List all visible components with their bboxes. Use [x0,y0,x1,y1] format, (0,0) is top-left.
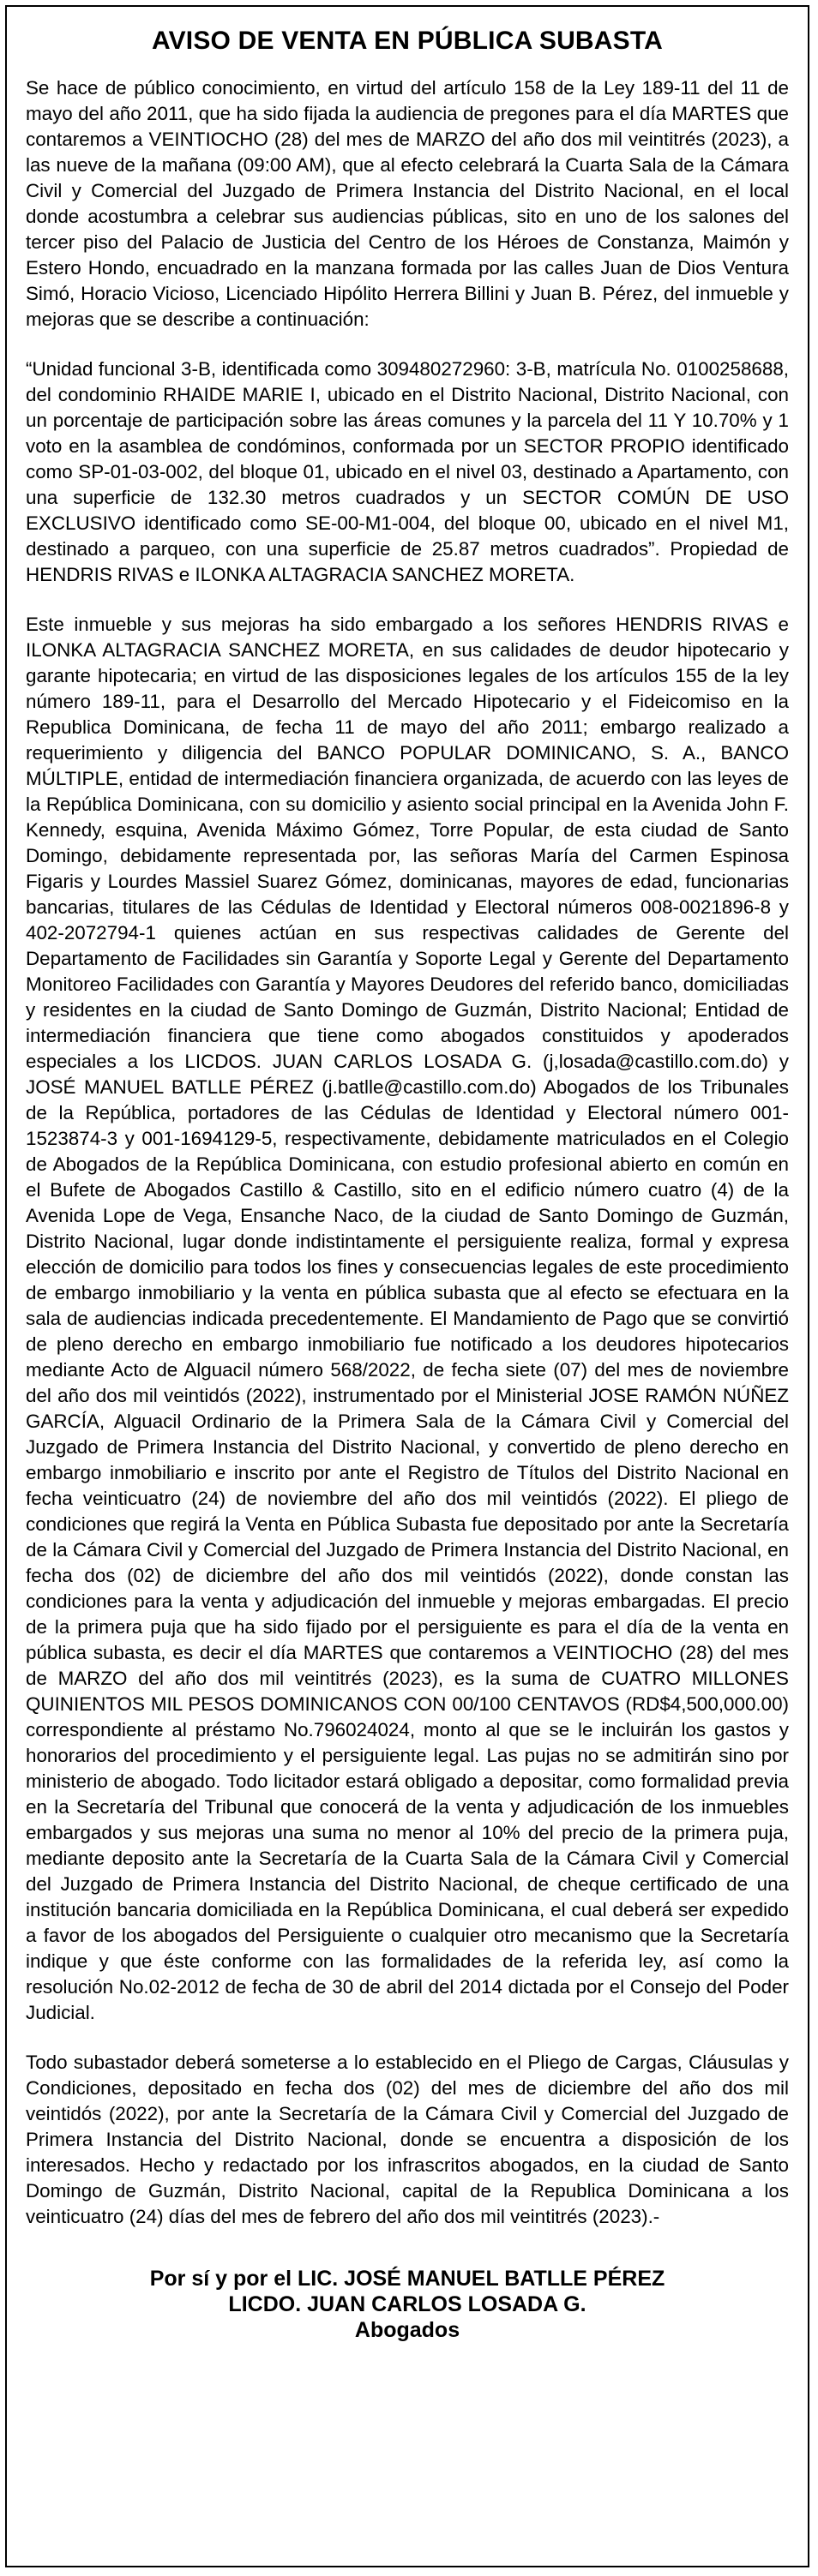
notice-paragraph-property: “Unidad funcional 3-B, identificada como 309480272960: 3-B, matrícula No. 0100258688, del condominio RHAIDE MARIE I, ubicado en el Distrito Nacional, Distrito Nacional, con un porcentaje de participación sobre las áreas comunes y la parcela del 11 Y 10.70% y 1 voto en la asamblea de condóminos, conformada por un SECTOR PROPIO identificado como SP-01-03-002, del bloque 01, ubicado en el nivel 03, destinado a Apartamento, con una superficie de 132.30 metros cuadrados y un SECTOR COMÚN DE USO EXCLUSIVO identificado como SE-00-M1-004, del bloque 00, ubicado en el nivel M1, destinado a parqueo, con una superficie de 25.87 metros cuadrados”. Propiedad de HENDRIS RIVAS e ILONKA ALTAGRACIA SANCHEZ MORETA. [26,358,789,585]
notice-paragraph-hearing: Se hace de público conocimiento, en virtud del artículo 158 de la Ley 189-11 del 11 de mayo del año 2011, que ha sido fijada la audiencia de pregones para el día MARTES que contaremos a VEINTIOCHO (28) del mes de MARZO del año dos mil veintitrés (2023), a las nueve de la mañana (09:00 AM), que al efecto celebrará la Cuarta Sala de la Cámara Civil y Comercial del Juzgado de Primera Instancia del Distrito Nacional, en el local donde acostumbra a celebrar sus audiencias públicas, sito en uno de los salones del tercer piso del Palacio de Justicia del Centro de los Héroes de Constanza, Maimón y Estero Hondo, encuadrado en la manzana formada por las calles Juan de Dios Ventura Simó, Horacio Vicioso, Licenciado Hipólito Herrera Billini y Juan B. Pérez, del inmueble y mejoras que se describe a continuación: [26,77,789,330]
signature-line-role: Abogados [354,2318,460,2342]
signature-line-attorney-2: LICDO. JUAN CARLOS LOSADA G. [228,2292,586,2316]
notice-paragraph-conditions: Todo subastador deberá someterse a lo establecido en el Pliego de Cargas, Cláusulas y Condiciones, depositado en fecha dos (02) del mes de diciembre del año dos mil veintidós (2022), por ante la Secretaría de la Cámara Civil y Comercial del Juzgado de Primera Instancia del Distrito Nacional, donde se encuentra a disposición de los interesados. Hecho y redactado por los infrascritos abogados, en la ciudad de Santo Domingo de Guzmán, Distrito Nacional, capital de la Republica Dominicana a los veinticuatro (24) días del mes de febrero del año dos mil veintitrés (2023).- [26,2052,789,2227]
signature-block [26,2266,789,2343]
signature-line-attorney-1: Por sí y por el LIC. JOSÉ MANUEL BATLLE PÉREZ [149,2267,665,2291]
legal-notice [5,5,809,2567]
notice-paragraph-seizure: Este inmueble y sus mejoras ha sido embargado a los señores HENDRIS RIVAS e ILONKA ALTAGRACIA SANCHEZ MORETA, en sus calidades de deudor hipotecario y garante hipotecaria; en virtud de las disposiciones legales de los artículos 155 de la ley número 189-11, para el Desarrollo del Mercado Hipotecario y el Fideicomiso en la Republica Dominicana, de fecha 11 de mayo del año 2011; embargo realizado a requerimiento y diligencia del BANCO POPULAR DOMINICANO, S. A., BANCO MÚLTIPLE, entidad de intermediación financiera organizada, de acuerdo con las leyes de la República Dominicana, con su domicilio y asiento social principal en la Avenida John F. Kennedy, esquina, Avenida Máximo Gómez, Torre Popular, de esta ciudad de Santo Domingo, debidamente representada por, las señoras María del Carmen Espinosa Figaris y Lourdes Massiel Suarez Gómez, dominicanas, mayores de edad, funcionarias bancarias, titulares de las Cédulas de Identidad y Electoral números 008-0021896-8 y 402-2072794-1 quienes actúan en sus respectivas calidades de Gerente del Departamento de Facilidades sin Garantía y Soporte Legal y Gerente del Departamento Monitoreo Facilidades con Garantía y Mayores Deudores del referido banco, domiciliadas y residentes en la ciudad de Santo Domingo de Guzmán, Distrito Nacional; Entidad de intermediación financiera que tiene como abogados constituidos y apoderados especiales a los LICDOS. JUAN CARLOS LOSADA G. (j,losada@castillo.com.do) y JOSÉ MANUEL BATLLE PÉREZ (j.batlle@castillo.com.do) Abogados de los Tribunales de la República, portadores de las Cédulas de Identidad y Electoral número 001-1523874-3 y 001-1694129-5, respectivamente, debidamente matriculados en el Colegio de Abogados de la República Dominicana, con estudio profesional abierto en común en el Bufete de Abogados Castillo & Castillo, sito en el edificio número cuatro (4) de la Avenida Lope de Vega, Ensanche Naco, de la ciudad de Santo Domingo de Guzmán, Distrito Nacional, lugar donde indistintamente el persiguiente realiza, formal y expresa elección de domicilio para todos los fines y consecuencias legales de este procedimiento de embargo inmobiliario y la venta en pública subasta que al efecto se efectuara en la sala de audiencias indicada precedentemente. El Mandamiento de Pago que se convirtió de pleno derecho en embargo inmobiliario fue notificado a los deudores hipotecarios mediante Acto de Alguacil número 568/2022, de fecha siete (07) del mes de noviembre del año dos mil veintidós (2022), instrumentado por el Ministerial JOSE RAMÓN NÚÑEZ GARCÍA, Alguacil Ordinario de la Primera Sala de la Cámara Civil y Comercial del Juzgado de Primera Instancia del Distrito Nacional, y convertido de pleno derecho en embargo inmobiliario e inscrito por ante el Registro de Títulos del Distrito Nacional en fecha veinticuatro (24) de noviembre del año dos mil veintidós (2022). El pliego de condiciones que regirá la Venta en Pública Subasta fue depositado por ante la Secretaría de la Cámara Civil y Comercial del Juzgado de Primera Instancia del Distrito Nacional, en fecha dos (02) de diciembre del año dos mil veintidós (2022), donde constan las condiciones para la venta y adjudicación del inmueble y mejoras embargadas. El precio de la primera puja que ha sido fijado por el persiguiente es para el día de la venta en pública subasta, es decir el día MARTES que contaremos a VEINTIOCHO (28) del mes de MARZO del año dos mil veintitrés (2023), es la suma de CUATRO MILLONES QUINIENTOS MIL PESOS DOMINICANOS CON 00/100 CENTAVOS (RD$4,500,000.00) correspondiente al préstamo No.796024024, monto al que se le incluirán los gastos y honorarios del procedimiento y el persiguiente legal. Las pujas no se admitirán sino por ministerio de abogado. Todo licitador estará obligado a depositar, como formalidad previa en la Secretaría del Tribunal que conocerá de la venta y adjudicación de los inmuebles embargados y sus mejoras una suma no menor al 10% del precio de la primera puja, mediante deposito ante la Secretaría de la Cuarta Sala de la Cámara Civil y Comercial del Juzgado de Primera Instancia del Distrito Nacional, de cheque certificado de una institución bancaria domiciliada en la República Dominicana, el cual deberá ser expedido a favor de los abogados del Persiguiente o cualquier otro mecanismo que la Secretaría indique y que éste conforme con las formalidades de la referida ley, así como la resolución No.02-2012 de fecha de 30 de abril del 2014 dictada por el Consejo del Poder Judicial. [26,614,789,2023]
notice-title: AVISO DE VENTA EN PÚBLICA SUBASTA [151,27,664,55]
